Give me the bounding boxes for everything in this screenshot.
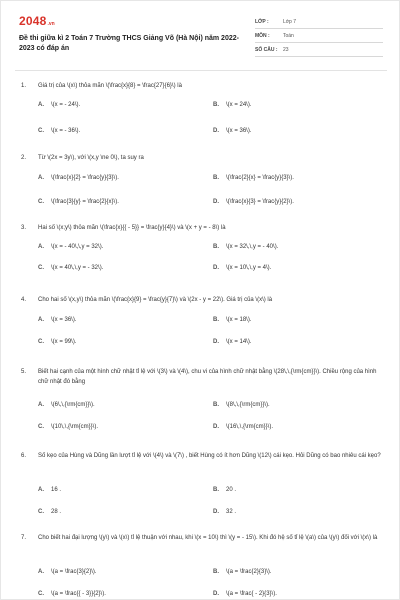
question-text: Hai số \(x;y\) thỏa mãn \(\frac{x}{{ - 5}} = \frac{y}{4}\) và \(x + y = - 8\) là <box>38 225 226 231</box>
option-letter: B. <box>213 244 219 250</box>
document-title: Đề thi giữa kì 2 Toán 7 Trường THCS Giảng Võ (Hà Nội) năm 2022-2023 có đáp án <box>19 35 239 52</box>
question-number: 2. <box>21 155 27 161</box>
option-text: \(x = 40\,\,y = - 32\). <box>51 265 104 271</box>
question-number: 5. <box>21 369 27 375</box>
logo-sub-text: .vn <box>47 21 55 27</box>
question-text: Số kẹo của Hùng và Dũng lần lượt tỉ lệ với \(4\) và \(7\) , biết Hùng có ít hơn Dũng \(12\) cái kẹo. Hỏi Dũng có bao nhiêu cái kẹo? <box>38 453 381 459</box>
option-d[interactable] <box>213 198 373 206</box>
meta-row-question-count <box>255 43 383 57</box>
option-text: \(\frac{x}{2} = \frac{y}{3}\). <box>51 175 119 181</box>
option-text: \(x = - 40\,\,y = 32\). <box>51 244 104 250</box>
option-letter: D. <box>213 199 219 205</box>
question-6 <box>21 451 383 515</box>
option-letter: A. <box>38 487 44 493</box>
option-letter: A. <box>38 569 44 575</box>
question-5 <box>21 367 383 430</box>
option-c[interactable] <box>38 264 198 272</box>
question-text: Cho biết hai đại lượng \(y\) và \(x\) tỉ lệ thuận với nhau, khi \(x = 10\) thì \(y = - 15\). Khi đó hệ số tỉ lệ \(a\) của \(y\) đối với \(x\) là <box>38 535 378 541</box>
option-text: \(x = 24\). <box>226 102 252 108</box>
option-letter: B. <box>213 175 219 181</box>
meta-value: Toán <box>283 32 294 39</box>
option-text: \(a = \frac{{ - 3}}{2}\). <box>51 591 106 597</box>
option-c[interactable] <box>38 508 198 516</box>
meta-value: Lớp 7 <box>283 18 297 25</box>
question-text: Từ \(2x = 3y\), với \(x,y \ne 0\), ta suy ra <box>38 155 144 161</box>
option-c[interactable] <box>38 338 198 346</box>
question-text: Biết hai cạnh của một hình chữ nhật tỉ lệ với \(3\) và \(4\), chu vi của hình chữ nhật bằng \(28\,\,{\rm{cm}}\). Chiều rộng của hình chữ nhật đó bằng <box>38 369 377 385</box>
option-a[interactable] <box>38 568 198 576</box>
option-letter: A. <box>38 244 44 250</box>
option-text: \(a = \frac{2}{3}\). <box>226 569 272 575</box>
meta-row-class <box>255 15 383 29</box>
option-letter: C. <box>38 339 44 345</box>
option-letter: B. <box>213 487 219 493</box>
option-letter: C. <box>38 128 44 134</box>
option-c[interactable] <box>38 198 198 206</box>
option-b[interactable] <box>213 174 373 182</box>
option-letter: D. <box>213 424 219 430</box>
option-b[interactable] <box>213 568 373 576</box>
meta-table <box>255 15 383 57</box>
meta-value: 23 <box>283 46 289 53</box>
question-2 <box>21 153 383 205</box>
option-d[interactable] <box>213 338 373 346</box>
logo-main-text: 2048 <box>19 14 47 28</box>
option-letter: C. <box>38 424 44 430</box>
question-text: Giá trị của \(x\) thỏa mãn \(\frac{x}{8} = \frac{27}{6}\) là <box>38 83 182 89</box>
meta-label: LỚP : <box>255 18 269 25</box>
option-a[interactable] <box>38 174 198 182</box>
question-4 <box>21 295 383 345</box>
site-logo[interactable] <box>19 15 55 27</box>
option-letter: D. <box>213 509 219 515</box>
option-letter: B. <box>213 102 219 108</box>
option-text: \(x = 99\). <box>51 339 77 345</box>
option-text: 20 . <box>226 487 237 493</box>
option-a[interactable] <box>38 401 198 409</box>
option-letter: B. <box>213 317 219 323</box>
option-text: \(\frac{3}{y} = \frac{2}{x}\). <box>51 199 119 205</box>
option-text: \(a = \frac{ - 2}{3}\). <box>226 591 277 597</box>
question-number: 3. <box>21 225 27 231</box>
option-d[interactable] <box>213 423 373 431</box>
option-text: 28 . <box>51 509 62 515</box>
question-number: 7. <box>21 535 27 541</box>
option-letter: D. <box>213 339 219 345</box>
option-text: \(16\,\,{\rm{cm}}\). <box>226 424 274 430</box>
option-text: \(x = 14\). <box>226 339 252 345</box>
option-text: \(a = \frac{3}{2}\). <box>51 569 97 575</box>
option-text: \(x = 18\). <box>226 317 252 323</box>
option-text: \(x = - 36\). <box>51 128 81 134</box>
option-d[interactable] <box>213 264 373 272</box>
option-text: \(6\,\,{\rm{cm}}\). <box>51 402 95 408</box>
option-text: \(x = 10\,\,y = 4\). <box>226 265 272 271</box>
option-letter: C. <box>38 199 44 205</box>
option-letter: D. <box>213 128 219 134</box>
document-header <box>19 15 383 61</box>
option-a[interactable] <box>38 316 198 324</box>
option-letter: A. <box>38 175 44 181</box>
option-text: 16 . <box>51 487 62 493</box>
question-3 <box>21 223 383 271</box>
question-number: 4. <box>21 297 27 303</box>
option-d[interactable] <box>213 590 373 598</box>
option-letter: A. <box>38 402 44 408</box>
option-c[interactable] <box>38 127 198 135</box>
option-c[interactable] <box>38 590 198 598</box>
option-text: \(x = 32\,\,y = - 40\). <box>226 244 279 250</box>
option-text: \(x = 36\). <box>51 317 77 323</box>
question-number: 6. <box>21 453 27 459</box>
option-b[interactable] <box>213 401 373 409</box>
option-b[interactable] <box>213 486 373 494</box>
option-text: \(\frac{2}{x} = \frac{y}{3}\). <box>226 175 294 181</box>
option-letter: D. <box>213 591 219 597</box>
option-text: \(x = - 24\). <box>51 102 81 108</box>
option-letter: D. <box>213 265 219 271</box>
option-a[interactable] <box>38 243 198 251</box>
option-letter: B. <box>213 402 219 408</box>
option-a[interactable] <box>38 486 198 494</box>
option-b[interactable] <box>213 243 373 251</box>
option-letter: A. <box>38 317 44 323</box>
option-b[interactable] <box>213 316 373 324</box>
option-letter: A. <box>38 102 44 108</box>
option-text: \(8\,\,{\rm{cm}}\). <box>226 402 270 408</box>
option-letter: C. <box>38 509 44 515</box>
option-letter: C. <box>38 265 44 271</box>
option-letter: B. <box>213 569 219 575</box>
option-c[interactable] <box>38 423 198 431</box>
option-letter: C. <box>38 591 44 597</box>
option-d[interactable] <box>213 508 373 516</box>
question-text: Cho hai số \(x,y\) thỏa mãn \(\frac{x}{9} = \frac{y}{7}\) và \(2x - y = 22\). Giá trị của \(x\) là <box>38 297 273 303</box>
option-text: \(x = 36\). <box>226 128 252 134</box>
option-a[interactable] <box>38 101 198 109</box>
question-1 <box>21 81 383 134</box>
meta-label: MÔN : <box>255 32 270 39</box>
option-d[interactable] <box>213 127 373 135</box>
option-text: \(10\,\,{\rm{cm}}\). <box>51 424 99 430</box>
option-text: 32 . <box>226 509 237 515</box>
question-7 <box>21 533 383 597</box>
header-divider <box>15 70 387 71</box>
option-b[interactable] <box>213 101 373 109</box>
option-text: \(\frac{x}{3} = \frac{y}{2}\). <box>226 199 294 205</box>
question-number: 1. <box>21 83 27 89</box>
meta-row-subject <box>255 29 383 43</box>
meta-label: SỐ CÂU : <box>255 46 278 53</box>
